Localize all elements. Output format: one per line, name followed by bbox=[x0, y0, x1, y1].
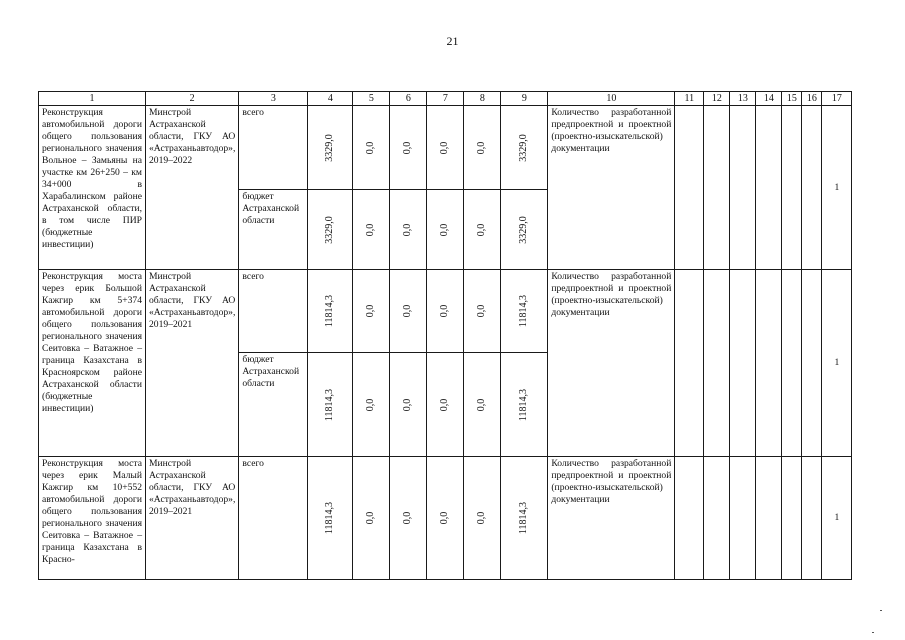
empty-cell bbox=[756, 457, 782, 580]
source-label: всего bbox=[242, 271, 264, 282]
executor-cell bbox=[146, 106, 239, 270]
value-cell bbox=[427, 270, 464, 353]
target-value: 1 bbox=[834, 181, 840, 193]
value-cell bbox=[464, 353, 501, 457]
source-label: всего bbox=[242, 107, 264, 118]
empty-cell bbox=[802, 457, 822, 580]
value: 0,0 bbox=[365, 511, 377, 525]
value: 0,0 bbox=[439, 511, 451, 525]
value: 11814,3 bbox=[518, 501, 530, 535]
value: 0,0 bbox=[476, 304, 488, 318]
value: 0,0 bbox=[476, 223, 488, 236]
source-cell bbox=[239, 457, 308, 580]
measure-name: Реконструкция моста через ерик Малый Кажгир км 10+552 автомобильной дороги общего пользования регионального значения Сеитовка – Ватажное – граница Казахстана в Красно- bbox=[42, 458, 142, 565]
scan-speck bbox=[872, 632, 874, 633]
value-cell bbox=[501, 106, 548, 190]
executor-text: Минстрой Астраханской области, ГКУ АО «Астраханьавтодор», 2019–2021 bbox=[149, 271, 236, 330]
col-header: 14 bbox=[756, 92, 782, 106]
value: 0,0 bbox=[476, 141, 488, 154]
value-cell bbox=[501, 353, 548, 457]
value: 3329,0 bbox=[324, 133, 336, 162]
empty-cell bbox=[756, 270, 782, 457]
value-cell bbox=[390, 353, 427, 457]
col-header: 8 bbox=[464, 92, 501, 106]
value: 0,0 bbox=[402, 511, 414, 525]
measure-name: Реконструкция моста через ерик Большой Кажгир км 5+374 автомобильной дороги общего пользования регионального значения Сеитовка – Ватажное – граница Казахстана в Красноярском районе Астраханской области (бюджетные инвестиции) bbox=[42, 271, 142, 414]
value: 11814,3 bbox=[324, 501, 336, 535]
value-cell bbox=[308, 457, 353, 580]
measure-name-cell bbox=[39, 457, 146, 580]
executor-text: Минстрой Астраханской области, ГКУ АО «Астраханьавтодор», 2019–2022 bbox=[149, 107, 236, 166]
value: 0,0 bbox=[402, 304, 414, 318]
col-header: 16 bbox=[802, 92, 822, 106]
col-header: 13 bbox=[730, 92, 756, 106]
value-cell bbox=[427, 353, 464, 457]
value-cell bbox=[353, 190, 390, 270]
value-cell bbox=[308, 190, 353, 270]
value-cell bbox=[427, 190, 464, 270]
value-cell bbox=[464, 270, 501, 353]
value-cell bbox=[464, 106, 501, 190]
source-label: всего bbox=[242, 458, 264, 469]
table-row bbox=[39, 270, 852, 353]
col-header: 7 bbox=[427, 92, 464, 106]
source-label: бюджет Астраханской области bbox=[242, 191, 300, 226]
value-cell bbox=[308, 353, 353, 457]
measure-name-cell bbox=[39, 270, 146, 457]
source-cell bbox=[239, 270, 308, 353]
empty-cell bbox=[675, 106, 704, 270]
value: 3329,0 bbox=[518, 215, 530, 244]
value-cell bbox=[353, 353, 390, 457]
empty-cell bbox=[675, 270, 704, 457]
value: 0,0 bbox=[476, 511, 488, 525]
page-number: 21 bbox=[446, 34, 459, 48]
value-cell bbox=[501, 270, 548, 353]
value: 0,0 bbox=[365, 223, 377, 236]
value: 0,0 bbox=[402, 223, 414, 236]
value-cell bbox=[390, 270, 427, 353]
empty-cell bbox=[730, 270, 756, 457]
empty-cell bbox=[756, 106, 782, 270]
col-header: 11 bbox=[675, 92, 704, 106]
value: 0,0 bbox=[365, 398, 377, 411]
col-header: 9 bbox=[501, 92, 548, 106]
indicator-cell bbox=[548, 457, 675, 580]
indicator-text: Количество разработанной предпроектной и проектной (проектно-изыскательской) документации bbox=[551, 458, 672, 505]
empty-cell bbox=[802, 270, 822, 457]
target-value-cell bbox=[822, 106, 852, 270]
source-cell bbox=[239, 190, 308, 270]
indicator-text: Количество разработанной предпроектной и проектной (проектно-изыскательской) документации bbox=[551, 107, 672, 154]
target-value: 1 bbox=[834, 357, 840, 368]
value-cell bbox=[390, 106, 427, 190]
table-row bbox=[39, 457, 852, 580]
empty-cell bbox=[730, 106, 756, 270]
indicator-cell bbox=[548, 106, 675, 270]
table-row bbox=[39, 106, 852, 190]
value-cell bbox=[390, 190, 427, 270]
value-cell bbox=[501, 190, 548, 270]
measure-name-cell bbox=[39, 106, 146, 270]
value-cell bbox=[390, 457, 427, 580]
value-cell bbox=[353, 270, 390, 353]
empty-cell bbox=[782, 270, 802, 457]
value: 0,0 bbox=[402, 141, 414, 154]
value: 11814,3 bbox=[324, 294, 336, 328]
indicator-cell bbox=[548, 270, 675, 457]
executor-cell bbox=[146, 457, 239, 580]
value: 0,0 bbox=[365, 141, 377, 154]
col-header: 1 bbox=[39, 92, 146, 106]
target-value-cell bbox=[822, 270, 852, 457]
value: 0,0 bbox=[476, 398, 488, 411]
col-header: 2 bbox=[146, 92, 239, 106]
empty-cell bbox=[704, 270, 730, 457]
executor-cell bbox=[146, 270, 239, 457]
value-cell bbox=[464, 190, 501, 270]
value: 0,0 bbox=[439, 141, 451, 154]
target-value: 1 bbox=[834, 512, 840, 523]
indicator-text: Количество разработанной предпроектной и проектной (проектно-изыскательской) документации bbox=[551, 271, 672, 318]
measure-name: Реконструкция автомобильной дороги общего пользования регионального значения Вольное – Замьяны на участке км 26+250 – км 34+000 в Харабалинском районе Астраханской области, в том числе ПИР (бюджетные инвестиции) bbox=[42, 107, 142, 250]
value: 0,0 bbox=[402, 398, 414, 411]
value-cell bbox=[353, 457, 390, 580]
empty-cell bbox=[675, 457, 704, 580]
value: 11814,3 bbox=[518, 294, 530, 328]
value-cell bbox=[308, 270, 353, 353]
col-header: 3 bbox=[239, 92, 308, 106]
value-cell bbox=[464, 457, 501, 580]
value-cell bbox=[308, 106, 353, 190]
source-cell bbox=[239, 353, 308, 457]
header-row bbox=[39, 92, 852, 106]
value: 3329,0 bbox=[324, 215, 336, 244]
value-cell bbox=[501, 457, 548, 580]
empty-cell bbox=[782, 457, 802, 580]
value: 0,0 bbox=[365, 304, 377, 318]
value: 0,0 bbox=[439, 223, 451, 236]
col-header: 12 bbox=[704, 92, 730, 106]
value-cell bbox=[427, 457, 464, 580]
value: 0,0 bbox=[439, 304, 451, 318]
col-header: 17 bbox=[822, 92, 852, 106]
value: 11814,3 bbox=[518, 388, 530, 421]
col-header: 10 bbox=[548, 92, 675, 106]
scan-speck bbox=[880, 610, 882, 611]
col-header: 5 bbox=[353, 92, 390, 106]
col-header: 15 bbox=[782, 92, 802, 106]
source-cell bbox=[239, 106, 308, 190]
value: 3329,0 bbox=[518, 133, 530, 162]
empty-cell bbox=[782, 106, 802, 270]
col-header: 6 bbox=[390, 92, 427, 106]
empty-cell bbox=[802, 106, 822, 270]
program-table bbox=[38, 91, 852, 580]
col-header: 4 bbox=[308, 92, 353, 106]
empty-cell bbox=[704, 457, 730, 580]
target-value-cell bbox=[822, 457, 852, 580]
empty-cell bbox=[730, 457, 756, 580]
value: 0,0 bbox=[439, 398, 451, 411]
source-label: бюджет Астраханской области bbox=[242, 354, 300, 389]
value-cell bbox=[353, 106, 390, 190]
value: 11814,3 bbox=[324, 388, 336, 421]
empty-cell bbox=[704, 106, 730, 270]
value-cell bbox=[427, 106, 464, 190]
executor-text: Минстрой Астраханской области, ГКУ АО «Астраханьавтодор», 2019–2021 bbox=[149, 458, 236, 517]
